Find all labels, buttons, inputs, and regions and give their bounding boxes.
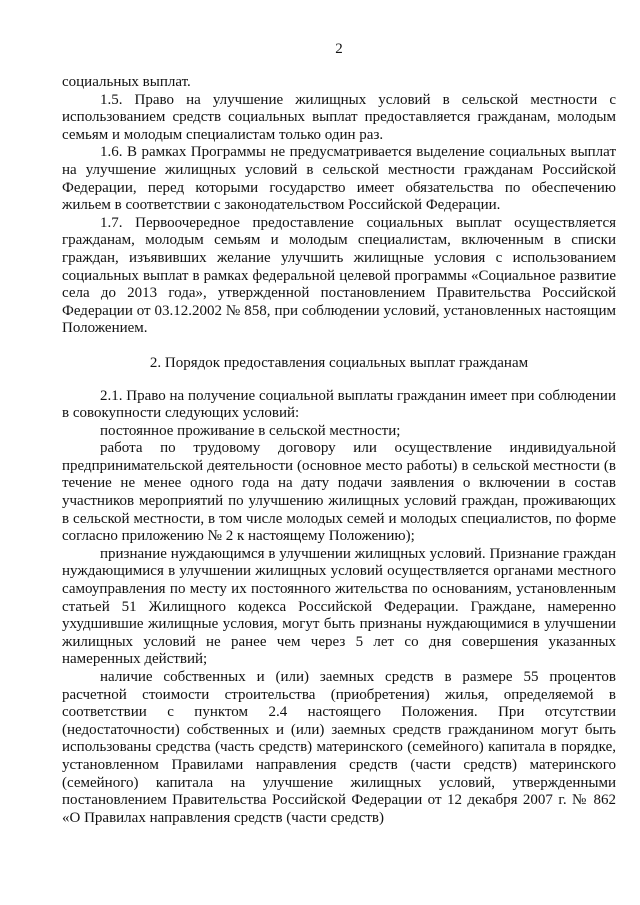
paragraph-1-6: 1.6. В рамках Программы не предусматривается выделение социальных выплат на улучшение жилищных условий в сельской местности гражданам Российской Федерации, перед которыми государство имеет обязательства по обеспечению жильем в соответствии с законодательством Российской Федерации. bbox=[62, 144, 616, 214]
paragraph-continuation: социальных выплат. bbox=[62, 74, 191, 90]
paragraph-1-5: 1.5. Право на улучшение жилищных условий в сельской местности с использованием средств социальных выплат предоставляется гражданам, молодым семьям и молодым специалистам только один раз. bbox=[62, 91, 616, 143]
section-heading: 2. Порядок предоставления социальных выплат гражданам bbox=[149, 354, 529, 371]
condition-employment: работа по трудовому договору или осуществление индивидуальной предпринимательской деятельности (основное место работы) в сельской местности (в течение не менее одного года на дату подачи заявления о включении в состав участников мероприятий по улучшению жилищных условий граждан, проживающих в сельской местности, в том числе молодых семей и молодых специалистов, по форме согласно приложению № 2 к настоящему Положению); bbox=[62, 440, 616, 545]
paragraph-1-7: 1.7. Первоочередное предоставление социальных выплат осуществляется гражданам, молодым семьям и молодым специалистам, включенным в списки граждан, изъявивших желание улучшить жилищные условия с использованием социальных выплат в рамках федеральной целевой программы «Социальное развитие села до 2013 года», утвержденной постановлением Правительства Российской Федерации от 03.12.2002 № 858, при соблюдении условий, установленных настоящим Положением. bbox=[62, 214, 616, 337]
condition-own-funds: наличие собственных и (или) заемных средств в размере 55 процентов расчетной стоимости строительства (приобретения) жилья, определяемой в соответствии с пунктом 2.4 настоящего Положения. При отсутствии (недостаточности) собственных и (или) заемных средств гражданином могут быть использованы средства (часть средств) материнского (семейного) капитала в порядке, установленном Правилами направления средств (части средств) материнского (семейного) капитала на улучшение жилищных условий, утвержденными постановлением Правительства Российской Федерации от 12 декабря 2007 г. № 862 «О Правилах направления средств (части средств) bbox=[62, 669, 616, 826]
condition-residence: постоянное проживание в сельской местности; bbox=[100, 422, 401, 439]
page-number: 2 bbox=[335, 41, 343, 57]
condition-housing-need: признание нуждающимся в улучшении жилищных условий. Признание граждан нуждающимися в улучшении жилищных условий осуществляется органами местного самоуправления по месту их постоянного жительства по основаниям, установленным статьей 51 Жилищного кодекса Российской Федерации. Граждане, намеренно ухудшившие жилищные условия, могут быть признаны нуждающимися в улучшении жилищных условий не ранее чем через 5 лет со дня совершения указанных намеренных действий; bbox=[62, 545, 616, 668]
document-page bbox=[62, 40, 616, 827]
paragraph-2-1: 2.1. Право на получение социальной выплаты гражданин имеет при соблюдении в совокупности следующих условий: bbox=[62, 387, 616, 422]
